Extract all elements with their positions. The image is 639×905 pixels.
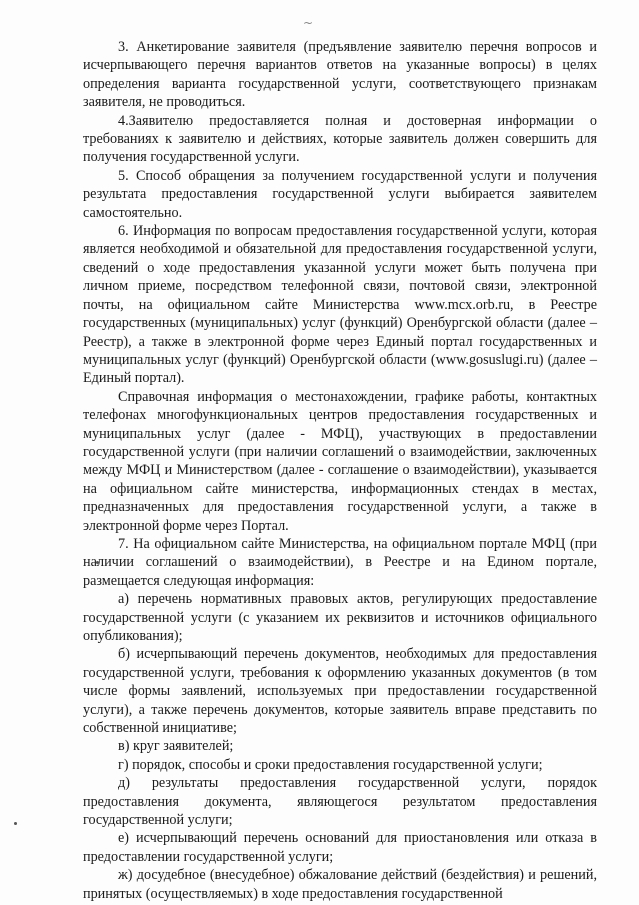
scan-dot	[14, 822, 17, 825]
list-item-g: г) порядок, способы и сроки предоставления государственной услуги;	[118, 756, 543, 773]
list-item-a: а) перечень нормативных правовых актов, регулирующих предоставление государственной услуги (с указанием их реквизитов и источников официального опубликования);	[83, 591, 597, 644]
paragraph-4: 4.Заявителю предоставляется полная и достоверная информации о требованиях к заявителю и действиях, которые заявитель должен совершить для получения государственной услуги.	[83, 112, 597, 166]
paragraph-7: 7. На официальном сайте Министерства, на официальном портале МФЦ (при наличии соглашений о взаимодействии), в Реестре и на Едином портале, размещается следующая информация:	[83, 535, 597, 589]
list-item-zh: ж) досудебное (внесудебное) обжалование действий (бездействия) и решений, принятых (осуществляемых) в ходе предоставления государственной	[83, 867, 597, 902]
paragraph-reference-info: Справочная информация о местонахождении, графике работы, контактных телефонах многофункциональных центров предоставления государственных и муниципальных услуг (далее - МФЦ), участвующих в предоставлении государственной услуги (при наличии соглашений о взаимодействии, заключенных между МФЦ и Министерством (далее - соглашение о взаимодействии), указывается на официальном сайте министерства, информационных стендах в местах, предназначенных для предоставления государственной услуги, а также в электронной форме через Портал.	[83, 388, 597, 534]
paragraph-5: 5. Способ обращения за получением государственной услуги и получения результата предоставления государственной услуги выбирается заявителем самостоятельно.	[83, 167, 597, 221]
document-body	[83, 38, 597, 903]
paragraph-6: 6. Информация по вопросам предоставления государственной услуги, которая является необходимой и обязательной для предоставления государственной услуги, сведений о ходе предоставления указанной услуги может быть получена при личном приеме, посредством телефонной связи, почтовой связи, электронной почты, на официальном сайте Министерства www.mcx.orb.ru, в Реестре государственных (муниципальных) услуг (функций) Оренбургской области (далее – Реестр), а также в электронной форме через Единый портал государственных и муниципальных услуг (функций) Оренбургской области (www.gosuslugi.ru) (далее – Единый портал).	[83, 223, 597, 387]
paragraph-3: 3. Анкетирование заявителя (предъявление заявителю перечня вопросов и исчерпывающего перечня вариантов ответов на указанные вопросы) в целях определения варианта государственной услуги, соответствующего признакам заявителя, не проводиться.	[83, 39, 597, 111]
list-item-d: д) результаты предоставления государственной услуги, порядок предоставления документа, являющегося результатом предоставления государственной услуги;	[83, 775, 597, 829]
scan-mark: ~	[303, 16, 314, 30]
list-item-b: б) исчерпывающий перечень документов, необходимых для предоставления государственной услуги, требования к оформлению указанных документов (в том числе формы заявлений, используемых при предоставлении государственной услуги), а также перечень документов, которые заявитель вправе представить по собственной инициативе;	[83, 646, 597, 737]
list-item-v: в) круг заявителей;	[118, 738, 234, 755]
list-item-e: е) исчерпывающий перечень оснований для приостановления или отказа в предоставлении государственной услуги;	[83, 830, 597, 865]
